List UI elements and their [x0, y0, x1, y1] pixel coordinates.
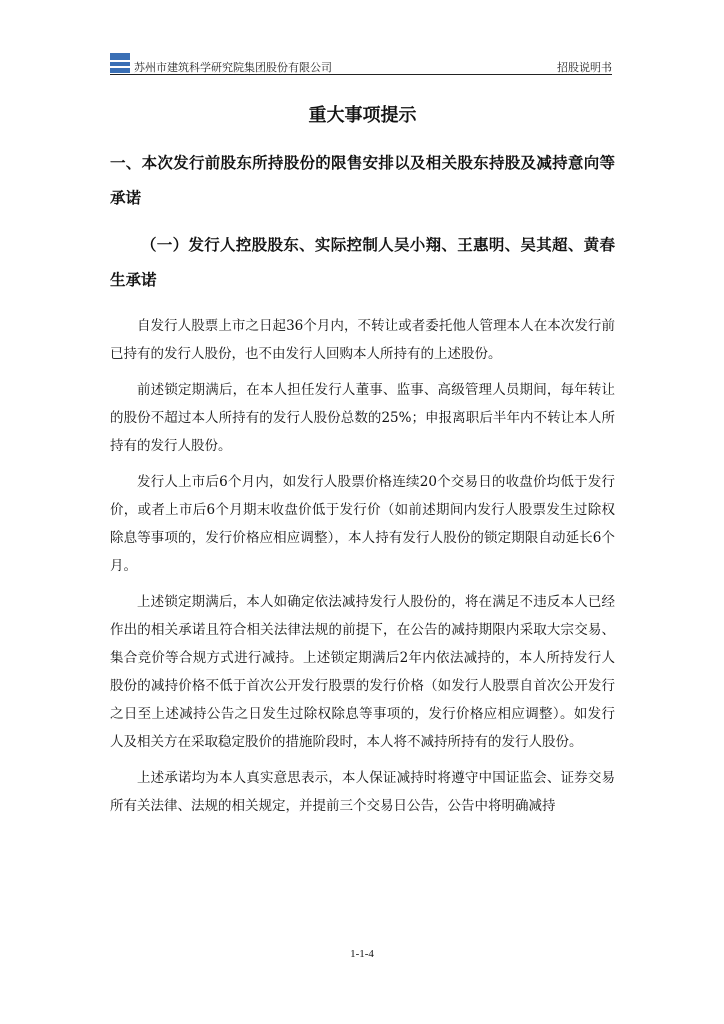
company-name: 苏州市建筑科学研究院集团股份有限公司	[134, 61, 332, 74]
section-heading: 一、本次发行前股东所持股份的限售安排以及相关股东持股及减持意向等承诺	[110, 154, 615, 207]
paragraph: 自发行人股票上市之日起36个月内，不转让或者委托他人管理本人在本次发行前已持有的发行人股份，也不由发行人回购本人所持有的上述股份。	[110, 318, 615, 362]
paragraph: 上述承诺均为本人真实意思表示，本人保证减持时将遵守中国证监会、证券交易所有关法律、法规的相关规定，并提前三个交易日公告，公告中将明确减持	[110, 770, 615, 814]
paragraph: 前述锁定期满后，在本人担任发行人董事、监事、高级管理人员期间，每年转让的股份不超过本人所持有的发行人股份总数的25%；申报离职后半年内不转让本人所持有的发行人股份。	[110, 382, 615, 454]
header-rule	[110, 74, 612, 75]
page-header	[110, 50, 612, 78]
document-type: 招股说明书	[557, 61, 612, 74]
company-logo-icon	[110, 53, 130, 73]
paragraph: 发行人上市后6个月内，如发行人股票价格连续20个交易日的收盘价均低于发行价，或者上市后6个月期末收盘价低于发行价（如前述期间内发行人股票发生过除权除息等事项的，发行价格应相应调整），本人持有发行人股份的锁定期限自动延长6个月。	[110, 474, 615, 574]
page-title: 重大事项提示	[308, 105, 417, 126]
document-body	[110, 100, 615, 820]
subsection-heading: （一）发行人控股股东、实际控制人吴小翔、王惠明、吴其超、黄春生承诺	[110, 236, 615, 289]
page-number: 1-1-4	[350, 948, 374, 960]
paragraph: 上述锁定期满后，本人如确定依法减持发行人股份的，将在满足不违反本人已经作出的相关承诺且符合相关法律法规的前提下，在公告的减持期限内采取大宗交易、集合竞价等合规方式进行减持。上述锁定期满后2年内依法减持的，本人所持发行人股份的减持价格不低于首次公开发行股票的发行价格（如发行人股票自首次公开发行之日至上述减持公告之日发生过除权除息等事项的，发行价格应相应调整）。如发行人及相关方在采取稳定股价的措施阶段时，本人将不减持所持有的发行人股份。	[110, 594, 615, 750]
